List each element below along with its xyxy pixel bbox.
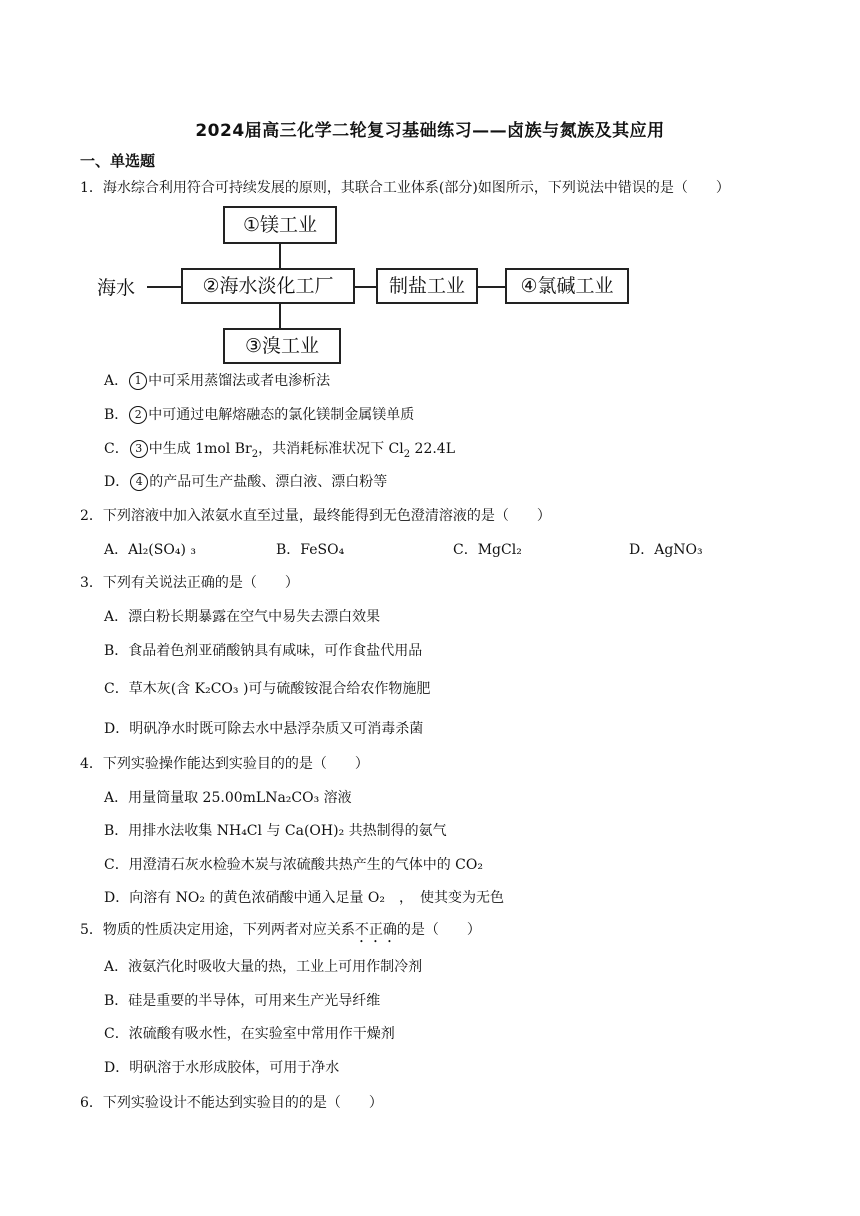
question-2-stem: 2．下列溶液中加入浓氨水直至过量，最终能得到无色澄清溶液的是（ ） <box>80 508 551 524</box>
page-title: 2024届高三化学二轮复习基础练习——卤族与氮族及其应用 <box>195 121 665 141</box>
q5-option-d: D．明矾溶于水形成胶体，可用于净水 <box>104 1060 340 1076</box>
emphasized-text: 不正确 <box>354 922 397 938</box>
option-text: 中可采用蒸馏法或者电渗析法 <box>148 373 331 389</box>
diagram-box-bromine: ③溴工业 <box>223 328 341 364</box>
diagram-connector <box>478 286 505 288</box>
q4-option-a: A．用量筒量取 25.00mLNa₂CO₃ 溶液 <box>104 790 352 806</box>
option-text: 中可通过电解熔融态的氯化镁制金属镁单质 <box>148 407 415 423</box>
q5-option-a: A．液氨汽化时吸收大量的热，工业上可用作制冷剂 <box>104 959 423 975</box>
diagram-box-chlor-alkali: ④氯碱工业 <box>505 268 629 304</box>
q1-option-d <box>104 472 387 492</box>
stem-text: 的是（ ） <box>396 922 481 938</box>
q4-option-c: C．用澄清石灰水检验木炭与浓硫酸共热产生的气体中的 CO₂ <box>104 857 483 873</box>
industry-diagram <box>95 203 640 365</box>
circled-number: 4 <box>130 473 148 491</box>
circled-number: 3 <box>130 440 148 458</box>
q3-option-a: A．漂白粉长期暴露在空气中易失去漂白效果 <box>104 609 381 625</box>
diagram-seawater-label: 海水 <box>97 277 136 299</box>
q2-option-c: C．MgCl₂ <box>453 542 522 558</box>
question-5-stem <box>80 920 481 946</box>
q2-option-a: A．Al₂(SO₄) ₃ <box>104 542 196 558</box>
q3-option-c: C．草木灰(含 K₂CO₃ )可与硫酸铵混合给农作物施肥 <box>104 681 431 697</box>
q3-option-d: D．明矾净水时既可除去水中悬浮杂质又可消毒杀菌 <box>104 721 424 737</box>
diagram-connector <box>147 286 181 288</box>
option-label: A． <box>104 373 129 389</box>
question-6-stem: 6．下列实验设计不能达到实验目的的是（ ） <box>80 1095 383 1111</box>
option-text: 22.4L <box>410 441 456 457</box>
diagram-connector <box>279 244 281 268</box>
option-text: 中生成 1mol Br <box>148 441 252 457</box>
circled-number: 1 <box>129 372 147 390</box>
option-text: ，共消耗标准状况下 Cl <box>258 441 404 457</box>
q1-option-b <box>104 405 414 425</box>
circled-number: 2 <box>129 406 147 424</box>
subscript: 2 <box>251 448 259 460</box>
q1-option-a <box>104 371 330 391</box>
diagram-box-magnesium: ①镁工业 <box>223 206 337 244</box>
option-label: C． <box>104 441 129 457</box>
q4-option-d: D．向溶有 NO₂ 的黄色浓硝酸中通入足量 O₂ ， 使其变为无色 <box>104 890 505 906</box>
section-heading: 一、单选题 <box>80 152 156 170</box>
option-label: D． <box>104 474 130 490</box>
q2-option-b: B．FeSO₄ <box>276 542 345 558</box>
diagram-connector <box>279 304 281 328</box>
option-label: B． <box>104 407 129 423</box>
question-1-stem: 1．海水综合利用符合可持续发展的原则，其联合工业体系(部分)如图所示，下列说法中错误的是（ ） <box>80 180 730 196</box>
diagram-box-salt: 制盐工业 <box>376 268 478 304</box>
q5-option-b: B．硅是重要的半导体，可用来生产光导纤维 <box>104 993 381 1009</box>
q1-option-c <box>104 439 455 465</box>
question-4-stem: 4．下列实验操作能达到实验目的的是（ ） <box>80 756 369 772</box>
question-3-stem: 3．下列有关说法正确的是（ ） <box>80 575 299 591</box>
diagram-connector <box>355 286 376 288</box>
stem-text: 5．物质的性质决定用途，下列两者对应关系 <box>80 922 355 938</box>
q2-option-d: D．AgNO₃ <box>629 542 703 558</box>
q4-option-b: B．用排水法收集 NH₄Cl 与 Ca(OH)₂ 共热制得的氨气 <box>104 823 447 839</box>
option-text: 的产品可生产盐酸、漂白液、漂白粉等 <box>149 474 388 490</box>
subscript: 2 <box>403 448 411 460</box>
q3-option-b: B．食品着色剂亚硝酸钠具有咸味，可作食盐代用品 <box>104 643 423 659</box>
q5-option-c: C．浓硫酸有吸水性，在实验室中常用作干燥剂 <box>104 1026 395 1042</box>
diagram-box-desalination: ②海水淡化工厂 <box>181 268 355 304</box>
